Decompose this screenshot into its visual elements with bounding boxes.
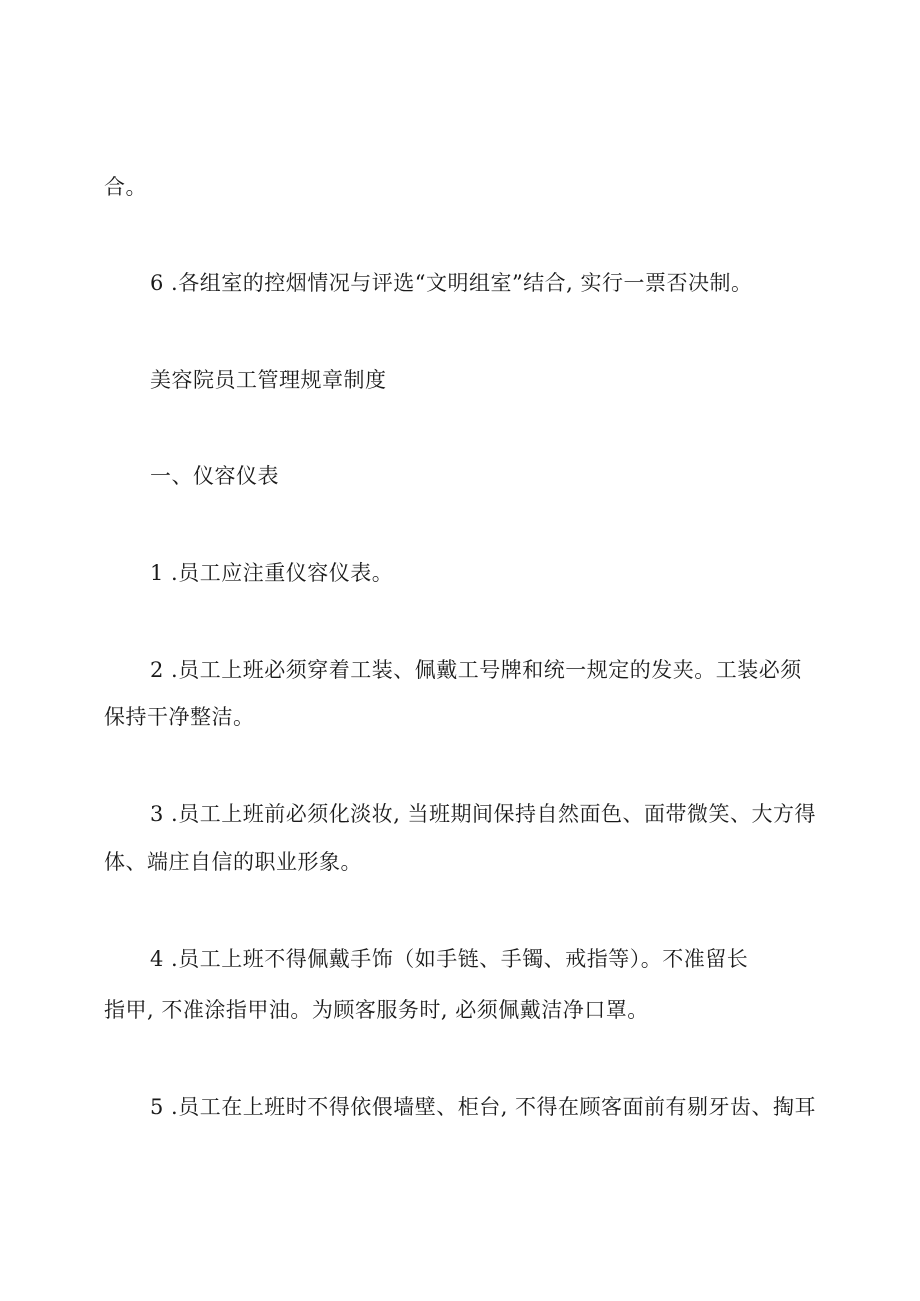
rule-item-5-line-1: 5 .员工在上班时不得依偎墙壁、柜台, 不得在顾客面前有剔牙齿、掏耳 [150, 1095, 817, 1119]
rule-item-2-line-2: 保持干净整洁。 [104, 705, 255, 729]
rule-item-1-line: 1 .员工应注重仪容仪表。 [150, 561, 394, 585]
section-title: 美容院员工管理规章制度 [150, 368, 387, 392]
rule-item-4-line-1: 4 .员工上班不得佩戴手饰（如手链、手镯、戒指等）。不准留长 [150, 947, 749, 971]
rule-item-3-line-1: 3 .员工上班前必须化淡妆, 当班期间保持自然面色、面带微笑、大方得 [150, 802, 817, 826]
rule-item-4-line-2: 指甲, 不准涂指甲油。为顾客服务时, 必须佩戴洁净口罩。 [104, 998, 649, 1022]
rule-item-3-line-2: 体、端庄自信的职业形象。 [104, 850, 362, 874]
section-heading: 一、仪容仪表 [150, 464, 279, 488]
rule-item-2-line-1: 2 .员工上班必须穿着工装、佩戴工号牌和统一规定的发夹。工装必须 [150, 658, 802, 682]
paragraph-continuation-line: 合。 [104, 175, 147, 199]
rule-item-6-line: 6 .各组室的控烟情况与评选“文明组室”结合, 实行一票否决制。 [150, 271, 753, 295]
